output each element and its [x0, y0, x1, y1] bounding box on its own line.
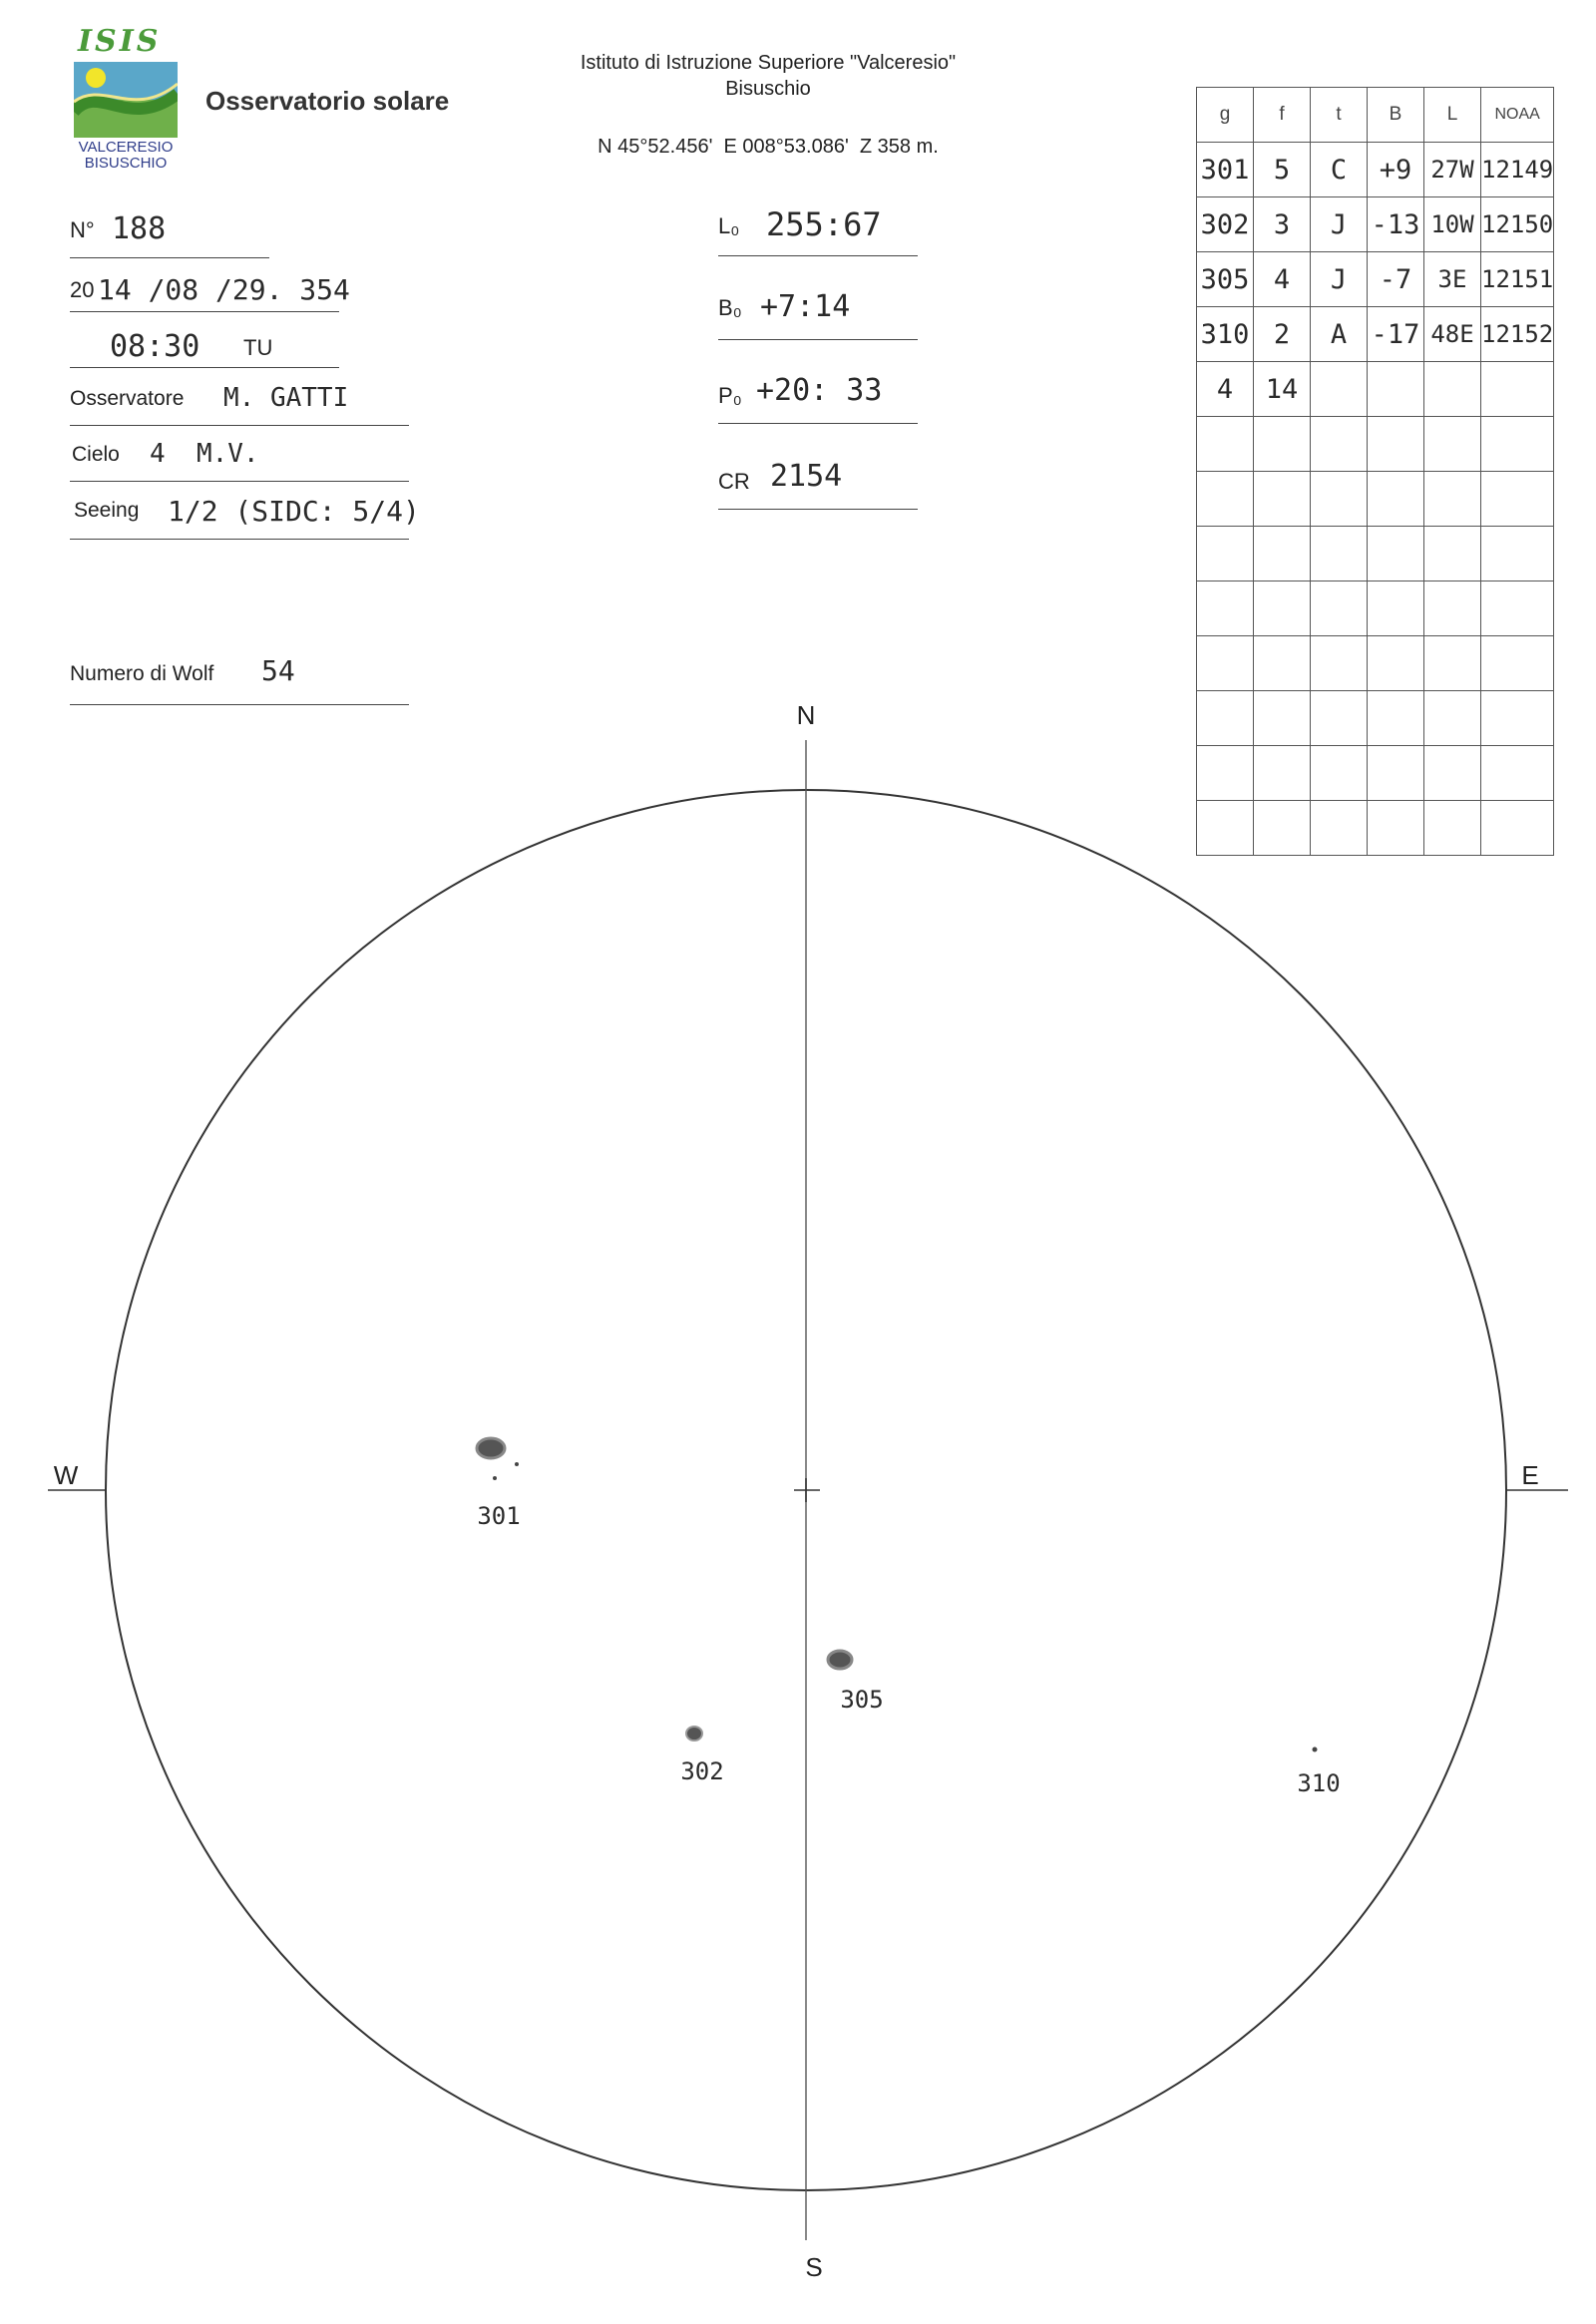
table-cell-b: -13 [1368, 197, 1424, 252]
sunspot-302-main [686, 1727, 702, 1741]
column-header-t: t [1311, 88, 1368, 143]
east-label: E [1521, 1460, 1539, 1490]
sunspot-301-small [515, 1462, 519, 1466]
b0-value: +7:14 [760, 289, 851, 324]
table-cell-t: C [1311, 143, 1368, 197]
institute-line-1: Istituto di Istruzione Superiore "Valceresio" [580, 52, 957, 74]
p0-value: +20: 33 [756, 373, 883, 408]
cr-value: 2154 [770, 459, 843, 494]
table-cell-noaa: 12152 [1481, 307, 1554, 362]
seeing-label: Seeing [74, 499, 140, 522]
table-cell-t: J [1311, 252, 1368, 307]
table-cell-l: 48E [1424, 307, 1481, 362]
table-cell-g: 310 [1197, 307, 1254, 362]
l0-value: 255:67 [766, 205, 882, 243]
p0-label: P₀ [718, 383, 742, 408]
group-label-301: 301 [477, 1502, 521, 1530]
table-cell-b: +9 [1368, 143, 1424, 197]
column-header-b: B [1368, 88, 1424, 143]
b0-label: B₀ [718, 295, 742, 320]
column-header-g: g [1197, 88, 1254, 143]
table-cell-b: -17 [1368, 307, 1424, 362]
table-cell-t: J [1311, 197, 1368, 252]
table-cell-g: 301 [1197, 143, 1254, 197]
column-header-f: f [1254, 88, 1311, 143]
table-cell-t: A [1311, 307, 1368, 362]
west-label: W [53, 1460, 79, 1490]
observer-value: M. GATTI [223, 383, 349, 413]
logo-wordmark: ISIS [78, 24, 162, 59]
institute-line-2: Bisuschio [725, 78, 811, 100]
table-cell-noaa: 12151 [1481, 252, 1554, 307]
group-label-310: 310 [1297, 1769, 1341, 1797]
sky-label: Cielo [72, 443, 120, 466]
wolf-value: 54 [261, 654, 295, 687]
table-cell-g: 4 [1197, 362, 1254, 417]
table-cell-l: 3E [1424, 252, 1481, 307]
date-prefix: 20 [70, 277, 95, 302]
sunspot-310-main [1313, 1747, 1318, 1752]
l0-label: L₀ [718, 213, 740, 238]
date-value: 14 /08 /29. 354 [98, 273, 350, 306]
observer-label: Osservatore [70, 387, 185, 410]
sunspot-305-main [828, 1651, 852, 1669]
sunspot-301-small [493, 1476, 497, 1480]
table-cell-b: -7 [1368, 252, 1424, 307]
number-value: 188 [112, 211, 167, 246]
cr-label: CR [718, 469, 750, 494]
seeing-value: 1/2 (SIDC: 5/4) [168, 495, 420, 528]
south-label: S [805, 2252, 823, 2282]
column-header-l: L [1424, 88, 1481, 143]
table-cell-f: 3 [1254, 197, 1311, 252]
table-cell-f: 4 [1254, 252, 1311, 307]
table-cell-l: 10W [1424, 197, 1481, 252]
table-cell-l: 27W [1424, 143, 1481, 197]
logo-subtitle: VALCERESIO BISUSCHIO [78, 139, 174, 172]
site-coordinates: N 45°52.456' E 008°53.086' Z 358 m. [598, 136, 939, 158]
table-cell-noaa: 12150 [1481, 197, 1554, 252]
group-label-305: 305 [840, 1686, 884, 1714]
table-cell-f: 14 [1254, 362, 1311, 417]
table-cell-f: 5 [1254, 143, 1311, 197]
time-value: 08:30 [110, 329, 200, 364]
north-label: N [796, 700, 816, 730]
group-label-302: 302 [680, 1757, 724, 1785]
sky-value: 4 M.V. [150, 439, 259, 469]
table-cell-f: 2 [1254, 307, 1311, 362]
observatory-title: Osservatorio solare [205, 86, 450, 116]
column-header-noaa: NOAA [1481, 88, 1554, 143]
sunspot-301-main [477, 1438, 505, 1458]
table-cell-noaa: 12149 [1481, 143, 1554, 197]
table-cell-g: 302 [1197, 197, 1254, 252]
table-cell-g: 305 [1197, 252, 1254, 307]
time-unit: TU [243, 335, 273, 360]
number-label: N° [70, 217, 95, 242]
wolf-label: Numero di Wolf [70, 662, 214, 685]
